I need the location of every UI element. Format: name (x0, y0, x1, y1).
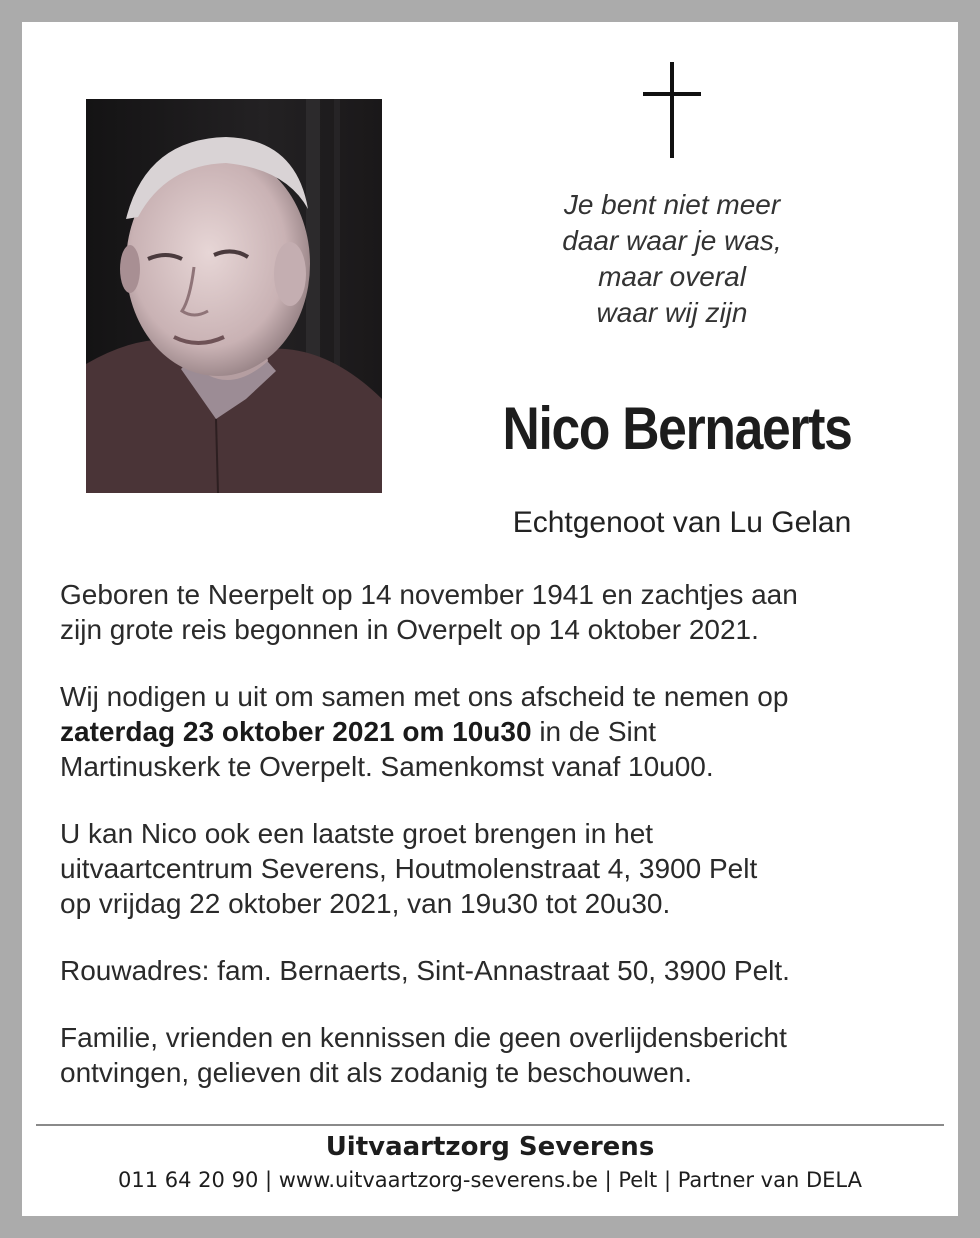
ceremony-line: Martinuskerk te Overpelt. Samenkomst vanaf 10u00. (60, 751, 714, 782)
ceremony-line: in de Sint (531, 716, 657, 747)
visit-paragraph (60, 816, 940, 921)
poem-line: Je bent niet meer (563, 189, 781, 220)
funeral-home-name: Uitvaartzorg Severens (325, 1132, 655, 1162)
funeral-home-contact: 011 64 20 90 | www.uitvaartzorg-severens.be | Pelt | Partner van DELA (118, 1168, 862, 1192)
notice-line: Familie, vrienden en kennissen die geen overlijdensbericht (60, 1022, 787, 1053)
footer-divider (36, 1124, 944, 1126)
ceremony-paragraph (60, 679, 940, 784)
obituary-card (22, 22, 958, 1216)
mourning-address: Rouwadres: fam. Bernaerts, Sint-Annastraat 50, 3900 Pelt. (60, 955, 790, 986)
visit-line: uitvaartcentrum Severens, Houtmolenstraat 4, 3900 Pelt (60, 853, 758, 884)
visit-line: U kan Nico ook een laatste groet brengen in het (60, 818, 654, 849)
birth-line: zijn grote reis begonnen in Overpelt op 14 oktober 2021. (60, 614, 759, 645)
notice-paragraph (60, 1020, 940, 1090)
poem-line: daar waar je was, (562, 225, 782, 256)
obituary-body (60, 577, 940, 1122)
portrait-image (86, 99, 382, 493)
address-paragraph (60, 953, 940, 988)
portrait-photo (86, 99, 382, 493)
cross-icon (643, 62, 701, 158)
notice-line: ontvingen, gelieven dit als zodanig te beschouwen. (60, 1057, 692, 1088)
ceremony-line: Wij nodigen u uit om samen met ons afscheid te nemen op (60, 681, 789, 712)
poem (492, 187, 852, 331)
spouse-line: Echtgenoot van Lu Gelan (512, 506, 852, 539)
deceased-name: Nico Bernaerts (502, 395, 852, 462)
ceremony-date: zaterdag 23 oktober 2021 om 10u30 (60, 716, 532, 747)
poem-line: maar overal (598, 261, 746, 292)
birth-line: Geboren te Neerpelt op 14 november 1941 en zachtjes aan (60, 579, 798, 610)
poem-line: waar wij zijn (596, 297, 748, 328)
birth-paragraph (60, 577, 940, 647)
visit-line: op vrijdag 22 oktober 2021, van 19u30 tot 20u30. (60, 888, 671, 919)
